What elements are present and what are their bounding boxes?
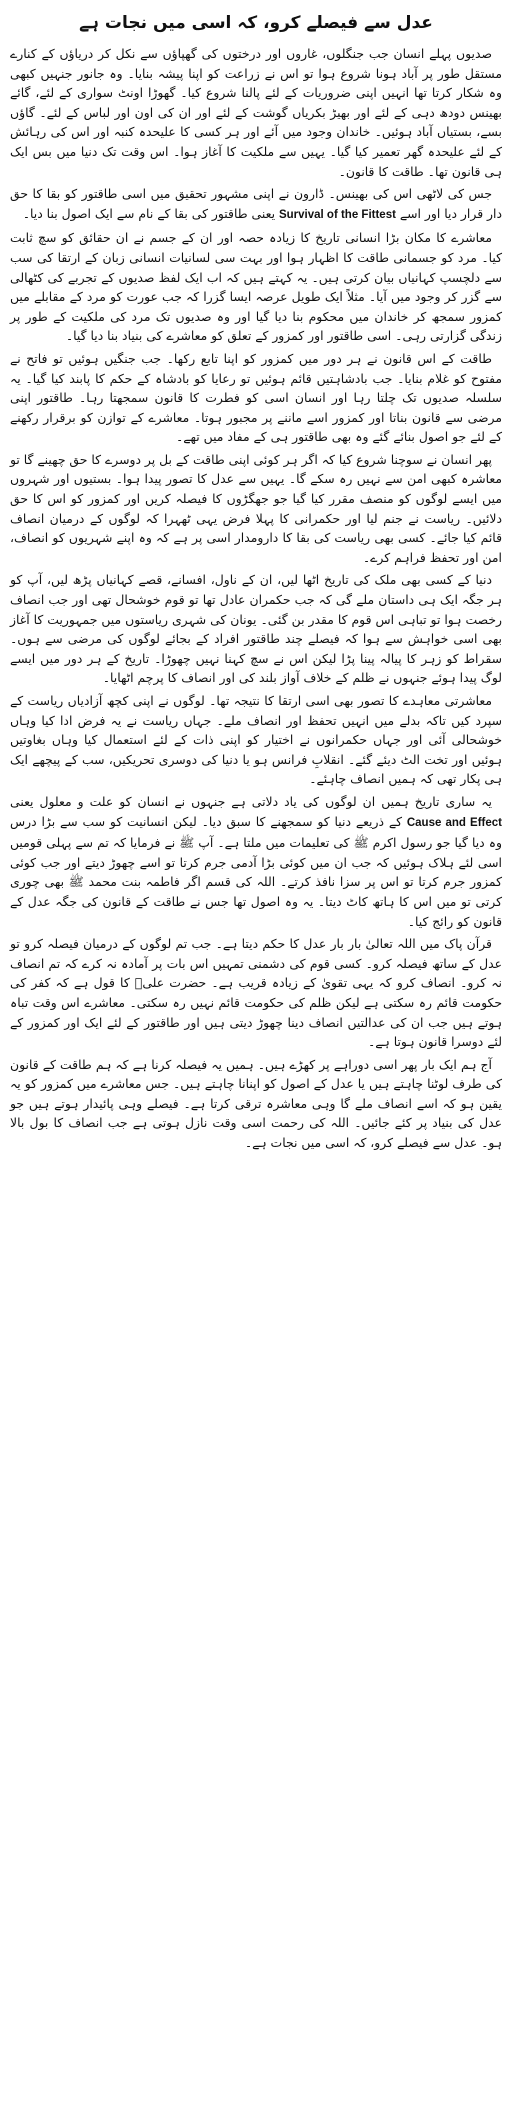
article-body bbox=[10, 44, 502, 1153]
article-paragraph: صدیوں پہلے انسان جب جنگلوں، غاروں اور درختوں کی گھپاؤں سے نکل کر دریاؤں کے کنارے مستقل طور پر آباد ہونا شروع ہوا تو اس نے زراعت کو اپنا پیشہ بنایا۔ وہ جانور جنہیں کبھی وہ شکار کرتا تھا انہیں اپنی ضروریات کے لئے پالنا شروع کیا۔ گھوڑا اونٹ سواری کے لئے، گائے بھینس دودھ دہی کے لئے اور بھیڑ بکریاں گوشت کے لئے اور ان کی اون اور لباس کے لئے۔ گاؤں بسے، بستیاں آباد ہوئیں۔ خاندان وجود میں آئے اور ہر کسی کا علیحدہ کنبہ اور اس کی رہائش کے لئے علیحدہ گھر تعمیر کیا گیا۔ یہیں سے ملکیت کا آغاز ہوا۔ اس وقت تک دنیا میں بس ایک ہی قانون تھا۔ طاقت کا قانون۔ bbox=[10, 46, 502, 179]
paragraph-segment: یعنی طاقتور کی بقا کے نام سے ایک اصول بنا دیا۔ bbox=[22, 205, 276, 221]
article-paragraph bbox=[10, 184, 502, 225]
english-phrase: Cause and Effect bbox=[406, 816, 502, 829]
article-paragraph bbox=[10, 792, 502, 931]
article-paragraph: معاشرتی معاہدے کا تصور بھی اسی ارتقا کا نتیجہ تھا۔ لوگوں نے اپنی کچھ آزادیاں ریاست کے سپرد کیں تاکہ بدلے میں انہیں تحفظ اور انصاف ملے۔ جہاں ریاست نے یہ فرض ادا کیا وہاں خوشحالی آئی اور جہاں حکمرانوں نے اختیار کو اپنی ذات کے لئے استعمال کیا وہاں بغاوتیں ہوئیں اور تخت الٹ دیئے گئے۔ انقلابِ فرانس ہو یا دنیا کی دوسری تحریکیں، سب کے پیچھے ایک ہی پکار تھی کہ ہمیں انصاف چاہئے۔ bbox=[10, 693, 502, 787]
article-paragraph: معاشرے کا مکان بڑا انسانی تاریخ کا زیادہ حصہ اور ان کے جسم نے ان حقائق کو سچ ثابت کیا۔ مرد کو جسمانی طاقت کا اظہار ہوا اور بہت سی لسانیات انسانی زبان کے ارتقا کی سب سے دلچسپ کہانیاں بیان کرتی ہیں۔ یہ کہتے ہیں کہ اب ایک لفظ صدیوں کے تجربے کی کٹھالی سے گزر کر وجود میں آیا۔ مثلاً ایک طویل عرصہ ایسا گزرا کہ جب عورت کو مرد کے مقابلے میں کمزور سمجھ کر خاندان میں محکوم بنا دیا گیا اور وہ صدیوں تک مرد کی ملکیت کے طور پر زندگی گزارتی رہی۔ اسی طاقتور اور کمزور کے تعلق کو معاشرے کی بنیاد بنا دیا گیا۔ bbox=[10, 230, 502, 344]
english-phrase: Survival of the Fittest bbox=[278, 208, 396, 221]
article-paragraph: دنیا کے کسی بھی ملک کی تاریخ اٹھا لیں، ان کے ناول، افسانے، قصے کہانیاں پڑھ لیں، آپ کو ہر جگہ ایک ہی داستان ملے گی کہ جب حکمران عادل تھا تو قوم خوشحال تھی اور جب انصاف رخصت ہوا تو تباہی اس قوم کا مقدر بن گئی۔ یونان کی شہری ریاستوں میں جمہوریت کا آغاز بھی اسی خواہش سے ہوا کہ فیصلے چند طاقتور افراد کے بجائے لوگوں کی مرضی سے ہوں۔ سقراط کو زہر کا پیالہ پینا پڑا لیکن اس نے سچ کہنا نہیں چھوڑا۔ تاریخ کے ہر دور میں ایسے لوگ پیدا ہوئے جنہوں نے ظلم کے خلاف آواز بلند کی اور انصاف کا پرچم اٹھایا۔ bbox=[10, 572, 502, 686]
article-headline: عدل سے فیصلے کرو، کہ اسی میں نجات ہے bbox=[79, 13, 433, 33]
article-paragraph: طاقت کے اس قانون نے ہر دور میں کمزور کو اپنا تابع رکھا۔ جب جنگیں ہوئیں تو فاتح نے مفتوح کو غلام بنایا۔ جب بادشاہتیں قائم ہوئیں تو رعایا کو بادشاہ کے حکم کا پابند کیا گیا۔ یہ سلسلہ صدیوں تک چلتا رہا اور انسان اسی کو فطرت کا قانون سمجھتا رہا۔ طاقتور اپنی مرضی سے قانون بناتا اور کمزور اسے ماننے پر مجبور ہوتا۔ معاشرے کے توازن کو برقرار رکھنے کے لئے جو اصول بنائے گئے وہ بھی طاقتور ہی کے مفاد میں تھے۔ bbox=[10, 350, 502, 445]
paragraph-segment: کے ذریعے دنیا کو سمجھنے کا سبق دیا۔ لیکن انسانیت کو سب سے بڑا درس وہ دیا گیا جو رسول اکرم ﷺ کی تعلیمات میں ملتا ہے۔ آپ ﷺ نے فرمایا کہ تم سے پہلی قومیں اسی لئے ہلاک ہوئیں کہ جب ان میں کوئی بڑا آدمی جرم کرتا تو اسے چھوڑ دیتے اور جب کوئی کمزور جرم کرتا تو اس پر سزا نافذ کرتے۔ اللہ کی قسم اگر فاطمہ بنت محمد ﷺ بھی چوری کرتی تو میں اس کا ہاتھ کاٹ دیتا۔ یہ وہ اصول تھا جس نے طاقت کے قانون کی جگہ عدل کے قانون کو رائج کیا۔ bbox=[10, 813, 502, 929]
article-paragraph: قرآن پاک میں اللہ تعالیٰ بار بار عدل کا حکم دیتا ہے۔ جب تم لوگوں کے درمیان فیصلہ کرو تو عدل کے ساتھ فیصلہ کرو۔ کسی قوم کی دشمنی تمہیں اس بات پر آمادہ نہ کرے کہ تم انصاف نہ کرو۔ انصاف کرو کہ یہی تقویٰ کے زیادہ قریب ہے۔ حضرت علیؓ کا قول ہے کہ کفر کی حکومت قائم رہ سکتی ہے لیکن ظلم کی حکومت قائم نہیں رہ سکتی۔ معاشرے اس وقت تباہ ہوتے ہیں جب ان کی عدالتیں انصاف دینا چھوڑ دیتی ہیں اور طاقتور کے لئے ایک اور کمزور کے لئے دوسرا قانون ہوتا ہے۔ bbox=[10, 936, 502, 1050]
article-paragraph: آج ہم ایک بار پھر اسی دوراہے پر کھڑے ہیں۔ ہمیں یہ فیصلہ کرنا ہے کہ ہم طاقت کے قانون کی طرف لوٹنا چاہتے ہیں یا عدل کے اصول کو اپنانا چاہتے ہیں۔ جس معاشرے میں کمزور کو یہ یقین ہو کہ اسے انصاف ملے گا وہی معاشرہ ترقی کرتا ہے۔ فیصلے وہی پائیدار ہوتے ہیں جو عدل کی بنیاد پر کئے جائیں۔ اللہ کی رحمت اسی وقت نازل ہوتی ہے جب انصاف کا بول بالا ہو۔ عدل سے فیصلے کرو، کہ اسی میں نجات ہے۔ bbox=[10, 1056, 502, 1151]
paragraph-segment: جس کی لاٹھی اس کی بھینس۔ ڈارون نے اپنی مشہور تحقیق میں اسی طاقتور کو بقا کا حق دار قرار دیا اور اسے bbox=[10, 186, 502, 221]
paragraph-segment: یہ ساری تاریخ ہمیں ان لوگوں کی یاد دلاتی ہے جنہوں نے انسان کو علت و معلول یعنی bbox=[10, 793, 492, 809]
article-paragraph: پھر انسان نے سوچنا شروع کیا کہ اگر ہر کوئی اپنی طاقت کے بل پر دوسرے کا حق چھینے گا تو معاشرہ کبھی امن سے نہیں رہ سکے گا۔ یہیں سے عدل کا تصور پیدا ہوا۔ بستیوں اور شہروں میں ایسے لوگوں کو منصف مقرر کیا گیا جو جھگڑوں کا فیصلہ کریں اور کمزور کو اس کا حق دلائیں۔ ریاست نے جنم لیا اور حکمرانی کا پہلا فرض یہی ٹھہرا کہ لوگوں کے درمیان انصاف قائم کیا جائے۔ کسی بھی ریاست کی بقا کا دارومدار اسی پر ہے کہ وہ اپنے شہریوں کو انصاف، امن اور تحفظ فراہم کرے۔ bbox=[9, 451, 502, 565]
